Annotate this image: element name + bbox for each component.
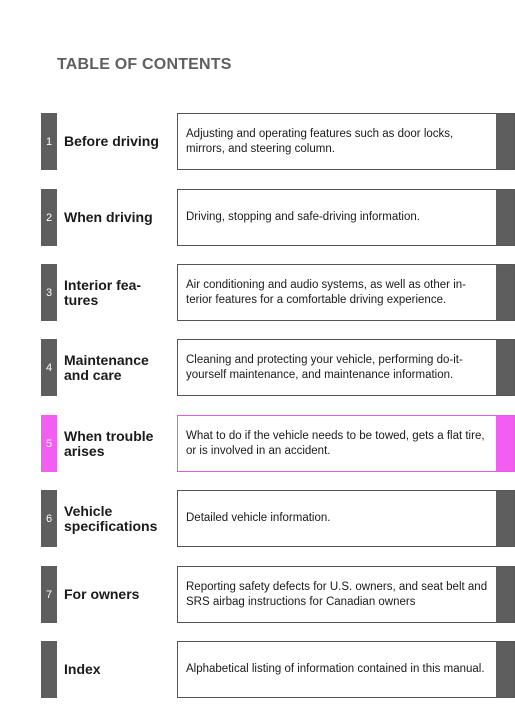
page-title: TABLE OF CONTENTS — [57, 56, 232, 73]
chapter-number-tab: 4 — [41, 339, 57, 396]
chapter-description-box — [177, 415, 515, 472]
chapter-title[interactable]: Index — [64, 661, 101, 677]
toc-row-when-driving[interactable] — [0, 189, 515, 246]
toc-row-vehicle-specifications[interactable] — [0, 490, 515, 547]
chapter-description-box — [177, 113, 515, 170]
chapter-description: Detailed vehicle information. — [186, 512, 331, 524]
chapter-description-box — [177, 566, 515, 623]
chapter-description-box — [177, 490, 515, 547]
chapter-description: What to do if the vehicle needs to be towed, gets a flat tire, or is involved in an accident. — [186, 429, 485, 457]
chapter-title[interactable]: Before driving — [64, 133, 159, 149]
chapter-description-box — [177, 339, 515, 396]
toc-row-maintenance[interactable] — [0, 339, 515, 396]
chapter-description: Adjusting and operating features such as door locks, mirrors, and steering column. — [186, 127, 454, 155]
chapter-number-tab — [41, 641, 57, 698]
chapter-description: Driving, stopping and safe-driving information. — [186, 211, 420, 223]
edge-bar — [496, 642, 514, 697]
chapter-description: Cleaning and protecting your vehicle, performing do-it-yourself maintenance, and maintenance information. — [186, 353, 463, 381]
edge-bar — [496, 114, 514, 169]
edge-bar — [496, 567, 514, 622]
toc-row-index[interactable] — [0, 641, 515, 698]
chapter-number-tab: 1 — [41, 113, 57, 170]
toc-row-interior-features[interactable] — [0, 264, 515, 321]
chapter-number-tab: 3 — [41, 264, 57, 321]
chapter-description: Reporting safety defects for U.S. owners, and seat belt and SRS airbag instructions for Canadian owners — [186, 580, 488, 608]
chapter-title[interactable]: Vehicle specifications — [64, 502, 158, 534]
chapter-title[interactable]: When trouble arises — [64, 427, 154, 459]
chapter-description: Air conditioning and audio systems, as well as other in-terior features for a comfortable driving experience. — [186, 278, 466, 306]
edge-bar — [496, 416, 514, 471]
chapter-title[interactable]: Interior fea- tures — [64, 276, 142, 308]
toc-row-before-driving[interactable] — [0, 113, 515, 170]
edge-bar — [496, 491, 514, 546]
chapter-description-box — [177, 264, 515, 321]
chapter-number-tab: 6 — [41, 490, 57, 547]
chapter-number-tab: 5 — [41, 415, 57, 472]
chapter-title[interactable]: When driving — [64, 209, 153, 225]
chapter-title[interactable]: For owners — [64, 586, 140, 602]
edge-bar — [496, 265, 514, 320]
chapter-description-box — [177, 189, 515, 246]
chapter-title[interactable]: Maintenance and care — [64, 351, 149, 383]
chapter-description-box — [177, 641, 515, 698]
toc-row-for-owners[interactable] — [0, 566, 515, 623]
toc-row-when-trouble-arises[interactable] — [0, 415, 515, 472]
edge-bar — [496, 190, 514, 245]
chapter-description: Alphabetical listing of information contained in this manual. — [186, 663, 485, 675]
chapter-number-tab: 2 — [41, 189, 57, 246]
edge-bar — [496, 340, 514, 395]
chapter-number-tab: 7 — [41, 566, 57, 623]
